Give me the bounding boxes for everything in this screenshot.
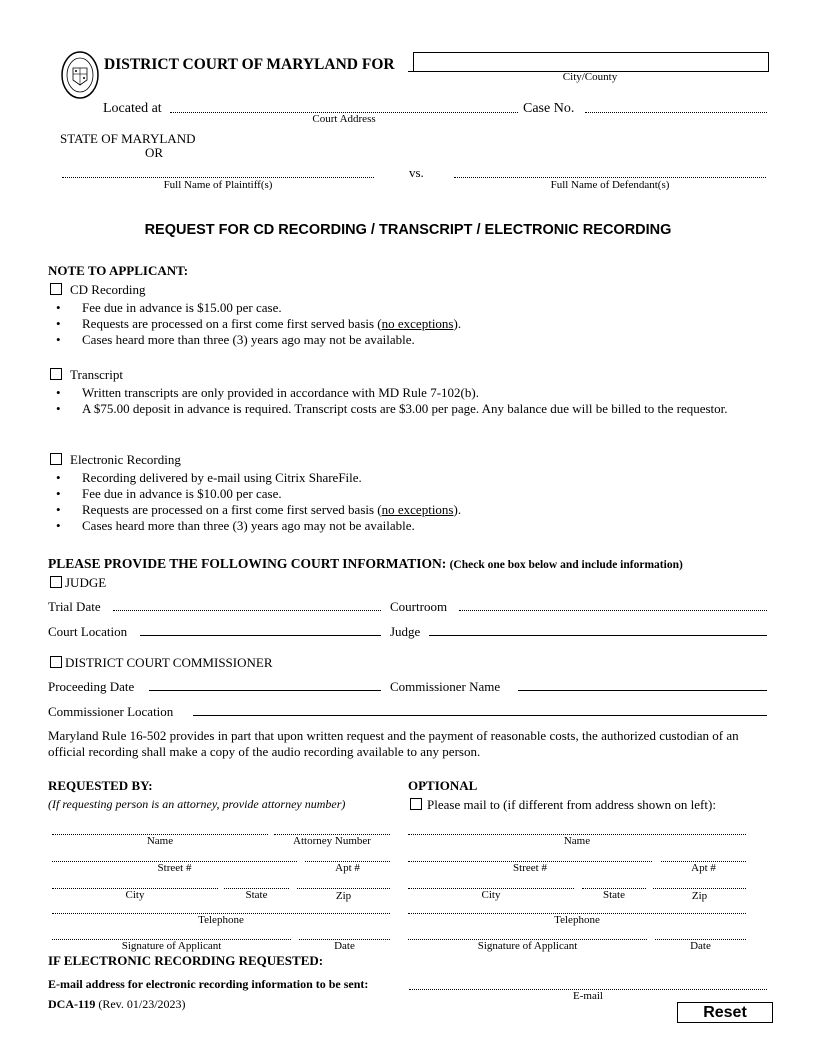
name-label: Name [146,835,174,847]
city-label: City [125,889,145,901]
opt-zip-input[interactable] [653,888,746,889]
mail-to-option[interactable]: Please mail to (if different from address shown on left): [410,797,716,813]
date-label: Date [334,940,355,952]
electronic-checkbox[interactable] [50,453,62,465]
list-item: • Fee due in advance is $15.00 per case. [82,300,461,316]
court-address-label: Court Address [312,113,376,125]
courtroom-label: Courtroom [390,599,448,614]
opt-street-label: Street # [513,862,547,874]
court-location-label: Court Location [48,624,128,639]
electronic-bullets [48,470,461,534]
trial-date-label: Trial Date [48,599,101,614]
court-info-heading: PLEASE PROVIDE THE FOLLOWING COURT INFORMATION: (Check one box below and include information) [48,556,683,571]
city-county-label: City/County [562,71,618,83]
cd-checkbox[interactable] [50,283,62,295]
defendant-input[interactable] [454,177,766,178]
list-item: • Cases heard more than three (3) years ago may not be available. [82,332,461,348]
located-at-label: Located at [103,101,162,116]
court-location-input[interactable] [140,635,381,636]
list-item: • Cases heard more than three (3) years ago may not be available. [82,518,461,534]
opt-apt-label: Apt # [691,862,716,874]
transcript-checkbox[interactable] [50,368,62,380]
case-no-label: Case No. [523,101,575,116]
transcript-option[interactable]: Transcript [50,367,123,383]
zip-label: Zip [335,890,352,902]
opt-name-label: Name [563,835,591,847]
commissioner-checkbox[interactable] [50,656,62,668]
street-label: Street # [157,862,192,874]
reset-button[interactable]: Reset [677,1002,773,1023]
commissioner-option[interactable]: DISTRICT COURT COMMISSIONER [50,655,273,671]
cd-option[interactable]: CD Recording [50,282,145,298]
commissioner-location-label: Commissioner Location [48,704,174,719]
form-id: DCA-119 (Rev. 01/23/2023) [48,997,186,1011]
commissioner-location-input[interactable] [193,715,767,716]
trial-date-input[interactable] [113,610,381,611]
opt-telephone-label: Telephone [554,914,600,926]
opt-state-label: State [603,889,625,901]
proceeding-date-label: Proceeding Date [48,679,135,694]
vs-label: vs. [409,165,424,180]
email-label: E-mail [573,990,603,1002]
case-no-input[interactable] [585,112,767,113]
list-item: • Requests are processed on a first come first served basis (no exceptions). [82,502,461,518]
judge-input[interactable] [429,635,767,636]
requested-by-note: (If requesting person is an attorney, provide attorney number) [48,797,346,811]
plaintiff-label: Full Name of Plaintiff(s) [163,179,273,191]
opt-signature-label: Signature of Applicant [477,940,578,952]
commissioner-name-label: Commissioner Name [390,679,501,694]
opt-city-label: City [481,889,501,901]
judge-option[interactable]: JUDGE [50,575,106,591]
rule-text: Maryland Rule 16-502 provides in part that upon written request and the payment of reasonable costs, the authorized custodian of an official recording shall make a copy of the audio recording available to any person. [48,728,739,759]
state-line: STATE OF MARYLAND [60,131,196,146]
judge-label: Judge [390,624,421,639]
transcript-bullets [48,385,772,417]
court-title: DISTRICT COURT OF MARYLAND FOR [104,56,395,73]
cd-bullets [48,300,461,348]
attorney-number-label: Attorney Number [293,835,371,847]
opt-zip-label: Zip [691,890,708,902]
electronic-option[interactable]: Electronic Recording [50,452,181,468]
or-line: OR [145,145,164,160]
list-item: • Written transcripts are only provided in accordance with MD Rule 7-102(b). [82,385,772,401]
list-item: • Fee due in advance is $10.00 per case. [82,486,461,502]
list-item: • Requests are processed on a first come first served basis (no exceptions). [82,316,461,332]
page-title: REQUEST FOR CD RECORDING / TRANSCRIPT / ELECTRONIC RECORDING [144,222,672,238]
commissioner-name-input[interactable] [518,690,767,691]
list-item: • Recording delivered by e-mail using Citrix ShareFile. [82,470,461,486]
telephone-label: Telephone [198,914,244,926]
courtroom-input[interactable] [459,610,767,611]
state-label: State [245,889,268,901]
zip-input[interactable] [297,888,390,889]
apt-label: Apt # [335,862,360,874]
plaintiff-input[interactable] [62,177,374,178]
mail-to-checkbox[interactable] [410,798,422,810]
defendant-label: Full Name of Defendant(s) [550,179,670,191]
optional-heading: OPTIONAL [408,778,478,793]
judge-checkbox[interactable] [50,576,62,588]
opt-date-label: Date [690,940,711,952]
proceeding-date-input[interactable] [149,690,381,691]
electronic-request-heading: IF ELECTRONIC RECORDING REQUESTED: [48,953,324,968]
signature-label: Signature of Applicant [121,940,222,952]
list-item: • A $75.00 deposit in advance is required. Transcript costs are $3.00 per page. Any balance due will be billed to the requestor. [82,401,772,417]
note-heading: NOTE TO APPLICANT: [48,263,189,278]
email-line-label: E-mail address for electronic recording information to be sent: [48,977,369,991]
requested-by-heading: REQUESTED BY: [48,778,153,793]
city-county-input[interactable] [413,52,769,72]
court-seal-icon [60,50,100,100]
